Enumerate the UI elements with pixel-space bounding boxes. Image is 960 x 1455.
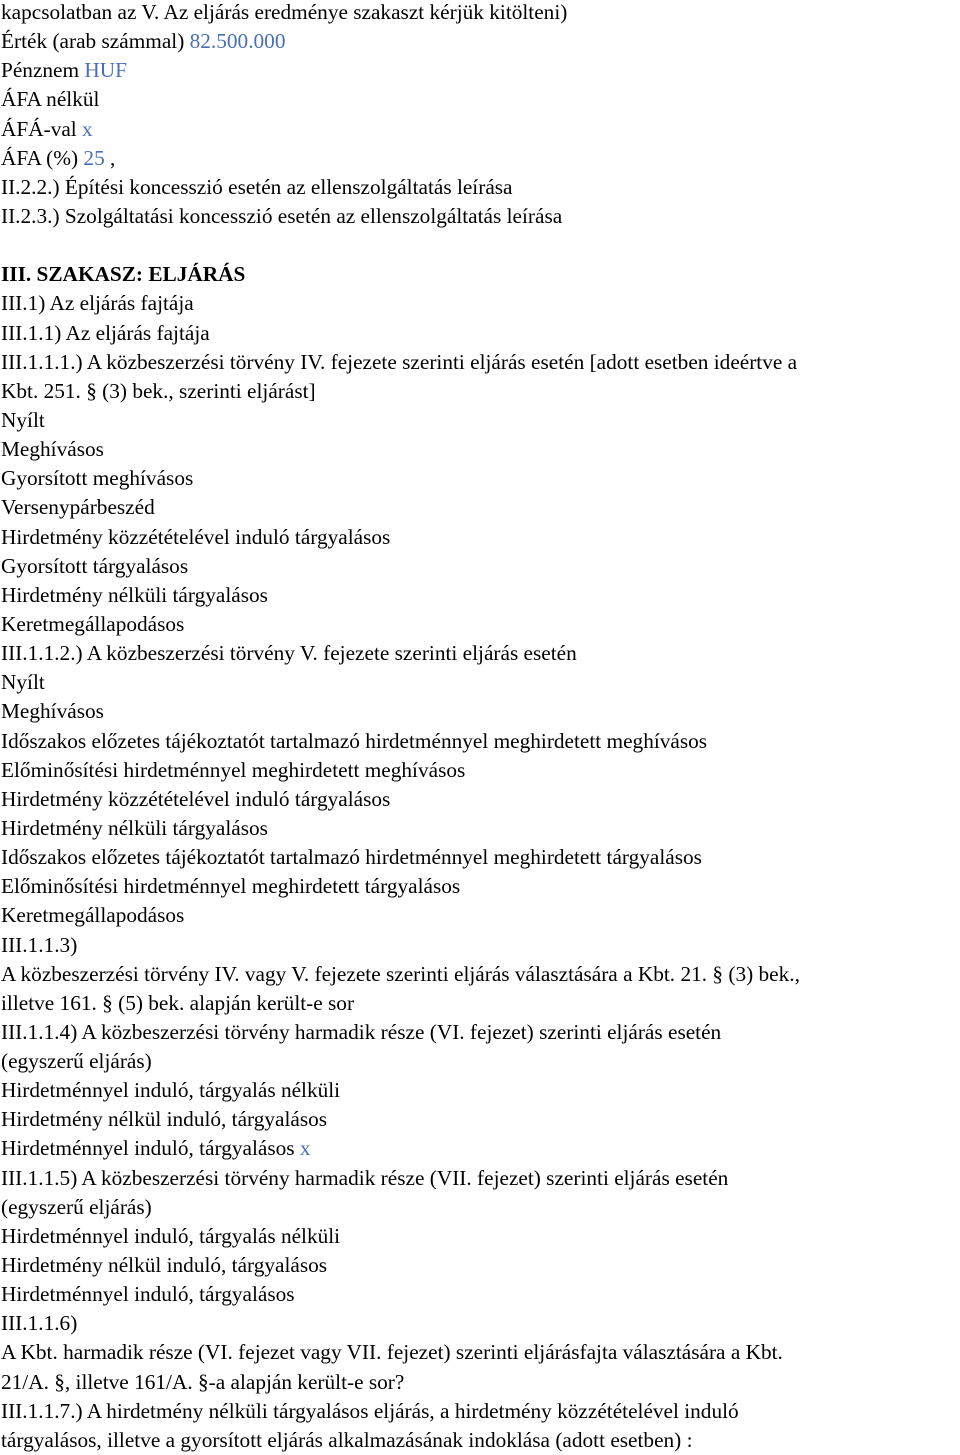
section-body — [1, 289, 957, 1134]
text-line: Hirdetménnyel induló, tárgyalásos — [1, 1282, 295, 1307]
text-line: (egyszerű eljárás) — [1, 1194, 152, 1219]
text-line: Gyorsított meghívásos — [1, 466, 194, 491]
afa-szazalek-field — [1, 144, 957, 173]
blank-line — [1, 231, 957, 260]
text-line: Gyorsított tárgyalásos — [1, 553, 189, 578]
text-line: Meghívásos — [1, 699, 104, 724]
text-line: Keretmegállapodásos — [1, 611, 185, 636]
section-heading: III. SZAKASZ: ELJÁRÁS — [1, 262, 246, 287]
text-line: Hirdetménnyel induló, tárgyalás nélküli — [1, 1223, 341, 1248]
text-line: 21/A. §, illetve 161/A. §-a alapján került-e sor? — [1, 1369, 405, 1394]
text-line: Hirdetménnyel induló, tárgyalás nélküli — [1, 1078, 341, 1103]
text-line: III.1) Az eljárás fajtája — [1, 291, 194, 316]
afa-nelkul-field — [1, 85, 957, 114]
penznem-field — [1, 56, 957, 85]
text-line: Hirdetmény közzétételével induló tárgyalásos — [1, 786, 391, 811]
afa-val-field — [1, 115, 957, 144]
text-line: III.1.1.5) A közbeszerzési törvény harmadik része (VII. fejezet) szerinti eljárás esetén — [1, 1165, 729, 1190]
text-line: Hirdetmény nélkül induló, tárgyalásos — [1, 1107, 328, 1132]
penznem-label: Pénznem — [1, 58, 85, 83]
afa-szazalek-suffix: , — [104, 145, 116, 170]
text-line: tárgyalásos, illetve a gyorsított eljárás alkalmazásának indoklása (adott esetben) : — [1, 1427, 693, 1452]
text-line: Hirdetmény nélkül induló, tárgyalásos — [1, 1253, 328, 1278]
ertek-value: 82.500.000 — [189, 29, 286, 54]
marked-option-mark: x — [299, 1136, 311, 1161]
text-line: Versenypárbeszéd — [1, 495, 155, 520]
text-line: Hirdetmény nélküli tárgyalásos — [1, 815, 268, 840]
text-line: III.1.1.1.) A közbeszerzési törvény IV. fejezete szerinti eljárás esetén [adott esetben ideértve a — [1, 349, 798, 374]
text-line: A közbeszerzési törvény IV. vagy V. fejezete szerinti eljárás választására a Kbt. 21. § (3) bek., — [1, 961, 800, 986]
afa-val-label: ÁFÁ-val — [1, 116, 83, 141]
penznem-value: HUF — [84, 58, 127, 83]
text-line: Kbt. 251. § (3) bek., szerinti eljárást] — [1, 378, 316, 403]
text-line: II.2.2.) Építési koncesszió esetén az ellenszolgáltatás leírása — [1, 174, 513, 199]
text-line: kapcsolatban az V. Az eljárás eredménye szakaszt kérjük kitölteni) — [1, 0, 568, 24]
text-line: Keretmegállapodásos — [1, 903, 185, 928]
text-line: Időszakos előzetes tájékoztatót tartalmazó hirdetménnyel meghirdetett tárgyalásos — [1, 845, 702, 870]
ertek-field — [1, 27, 957, 56]
text-line: Nyílt — [1, 407, 45, 432]
section-end-body — [1, 1164, 957, 1455]
afa-szazalek-label: ÁFA (%) — [1, 145, 84, 170]
text-line: III.1.1.2.) A közbeszerzési törvény V. fejezete szerinti eljárás esetén — [1, 641, 577, 666]
text-line: Hirdetmény közzétételével induló tárgyalásos — [1, 524, 391, 549]
afa-val-mark: x — [82, 116, 93, 141]
text-line: III.1.1.4) A közbeszerzési törvény harmadik része (VI. fejezet) szerinti eljárás esetén — [1, 1019, 722, 1044]
text-line: Hirdetmény nélküli tárgyalásos — [1, 582, 268, 607]
afa-szazalek-value: 25 — [83, 145, 105, 170]
ertek-label: Érték (arab számmal) — [1, 29, 190, 54]
marked-option — [1, 1134, 957, 1163]
text-line: Előminősítési hirdetménnyel meghirdetett meghívásos — [1, 757, 466, 782]
afa-nelkul-label: ÁFA nélkül — [1, 87, 100, 112]
text-line: Meghívásos — [1, 437, 104, 462]
text-line: Előminősítési hirdetménnyel meghirdetett tárgyalásos — [1, 874, 461, 899]
document-page — [1, 0, 957, 1455]
marked-option-label: Hirdetménnyel induló, tárgyalásos — [1, 1136, 300, 1161]
text-line: (egyszerű eljárás) — [1, 1049, 152, 1074]
text-line: III.1.1.7.) A hirdetmény nélküli tárgyalásos eljárás, a hirdetmény közzétételével induló — [1, 1398, 739, 1423]
text-line: Időszakos előzetes tájékoztatót tartalmazó hirdetménnyel meghirdetett meghívásos — [1, 728, 708, 753]
text-line: illetve 161. § (5) bek. alapján került-e sor — [1, 990, 355, 1015]
text-line: A Kbt. harmadik része (VI. fejezet vagy VII. fejezet) szerinti eljárásfajta választására a Kbt. — [1, 1340, 783, 1365]
text-line: III.1.1.6) — [1, 1311, 78, 1336]
text-line: Nyílt — [1, 670, 45, 695]
text-line: III.1.1) Az eljárás fajtája — [1, 320, 210, 345]
text-line: II.2.3.) Szolgáltatási koncesszió esetén az ellenszolgáltatás leírása — [1, 203, 563, 228]
text-line: III.1.1.3) — [1, 932, 78, 957]
